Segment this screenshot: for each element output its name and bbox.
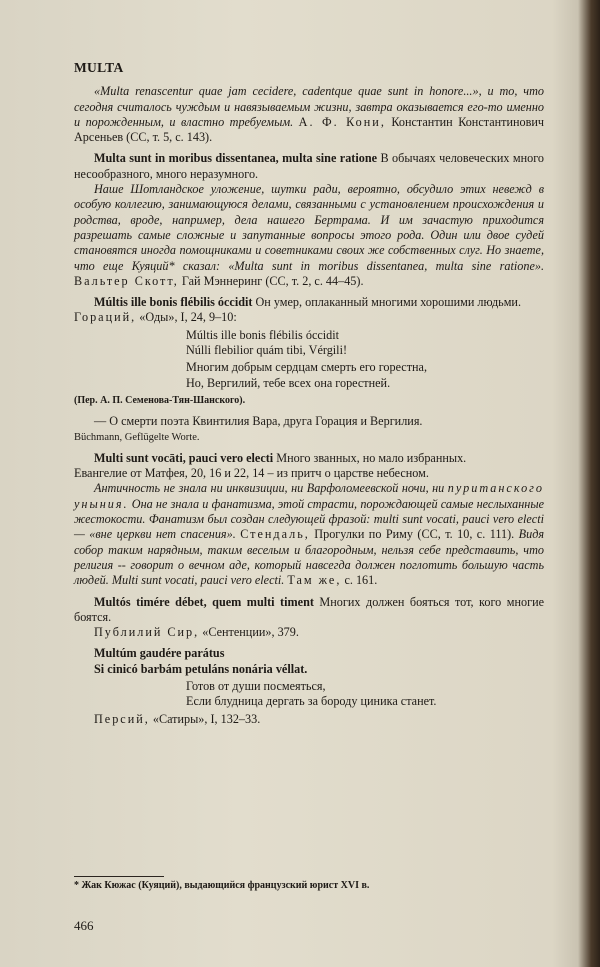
- book-binding-shadow: [578, 0, 600, 967]
- entry-multum-gaudere-source: Персий, «Сатиры», I, 132–33.: [94, 711, 261, 726]
- translator-credit: (Пер. А. П. Семенова-Тян-Шанского).: [74, 394, 246, 406]
- latin-verse: Múltis ille bonis flébilis óccidit Núlli flebilior quám tibi, Vérgili!: [186, 327, 348, 358]
- page-heading: MULTA: [74, 60, 124, 75]
- page-text: [74, 60, 544, 727]
- entry-multis-ille-source: Гораций, «Оды», I, 24, 9–10:: [74, 310, 237, 325]
- russian-verse: Многим добрым сердцам смерть его горестна, Но, Вергилий, тебе всех она горестней.: [186, 360, 428, 390]
- footnote-rule: [74, 876, 164, 877]
- entry-multis-ille-ref: Büchmann, Geflügelte Worte.: [74, 431, 200, 443]
- entry-multa-sunt-quote: Наше Шотландское уложение, шутки ради, вероятно, обсудило этих невежд в особую коллегию, занимающуюся делами, связанными с установлением происхождения и родства, вроде, например, дела нашего Бертрама. И им зачастую приходится разрешать самые сложные и запутанные вопросы этого рода. Один или двое судей становятся иногда помощниками и советниками своих же собственных слуг. Но знаете, что еще Куяций* сказал: «Multa sunt in moribus dissentanea, multa sine ratione». Вальтер Скотт, Гай Мэннеринг (СС, т. 2, с. 44–45).: [74, 182, 544, 288]
- entry-multi-sunt-vocati-quote: Античность не знала ни инквизиции, ни Варфоломеевской ночи, ни пуританского уныния. Она не знала и фанатизма, этой страсти, порождающей самые неслыханные жестокости. Фанатизм был создан следующей фразой: multi sunt vocati, pauci vero electi — «вне церкви нет спасения». Стендаль, Прогулки по Риму (СС, т. 10, с. 111). Видя собор таким нарядным, таким веселым и благородным, нельзя себе представить, что религия -- говорит о вечном аде, который навсегда должен поглотить большую часть людей. Multi sunt vocati, pauci vero electi. Там же, с. 161.: [74, 481, 545, 588]
- russian-verse-2: Готов от души посмеяться, Если блудница дергать за бороду циника станет.: [186, 678, 437, 709]
- entry-multos-timere-source: Публилий Сир, «Сентенции», 379.: [94, 625, 299, 640]
- entry-multa-sunt: Multa sunt in moribus dissentanea, multa sine ratione В обычаях человеческих много несообразного, много неразумного.: [74, 151, 545, 181]
- entry-multos-timere: Multós timére débet, quem multi timent Многих должен бояться тот, кого многие боятся.: [74, 594, 544, 624]
- entry-multis-ille: Múltis ille bonis flébilis óccidit Он умер, оплаканный многими хорошими людьми.: [94, 295, 522, 310]
- footnote: * Жак Кюжас (Куяций), выдающийся французский юрист XVI в.: [74, 880, 370, 891]
- page-number: 466: [74, 918, 94, 933]
- entry-multi-sunt-vocati: Multi sunt vocāti, pauci vero electi Много званных, но мало избранных.: [94, 450, 467, 465]
- entry-multum-gaudere: Multúm gaudére parátus: [94, 646, 225, 661]
- entry-multi-sunt-vocati-source: Евангелие от Матфея, 20, 16 и 22, 14 – из притч о царстве небесном.: [74, 466, 429, 481]
- entry-multis-ille-note: — О смерти поэта Квинтилия Вара, друга Горация и Вергилия.: [94, 414, 423, 429]
- entry-multum-gaudere-latin: Si cinicó barbám petuláns nonária véllat.: [94, 661, 308, 676]
- entry-konі: «Multa renascentur quae jam cecidere, cadentque quae sunt in honore...», и то, что сегодня считалось чуждым и навязываемым жизни, завтра оказывается его-то именно и порожденным, и властно требуемым. А. Ф. Кони, Константин Константинович Арсеньев (СС, т. 5, с. 143).: [74, 84, 545, 145]
